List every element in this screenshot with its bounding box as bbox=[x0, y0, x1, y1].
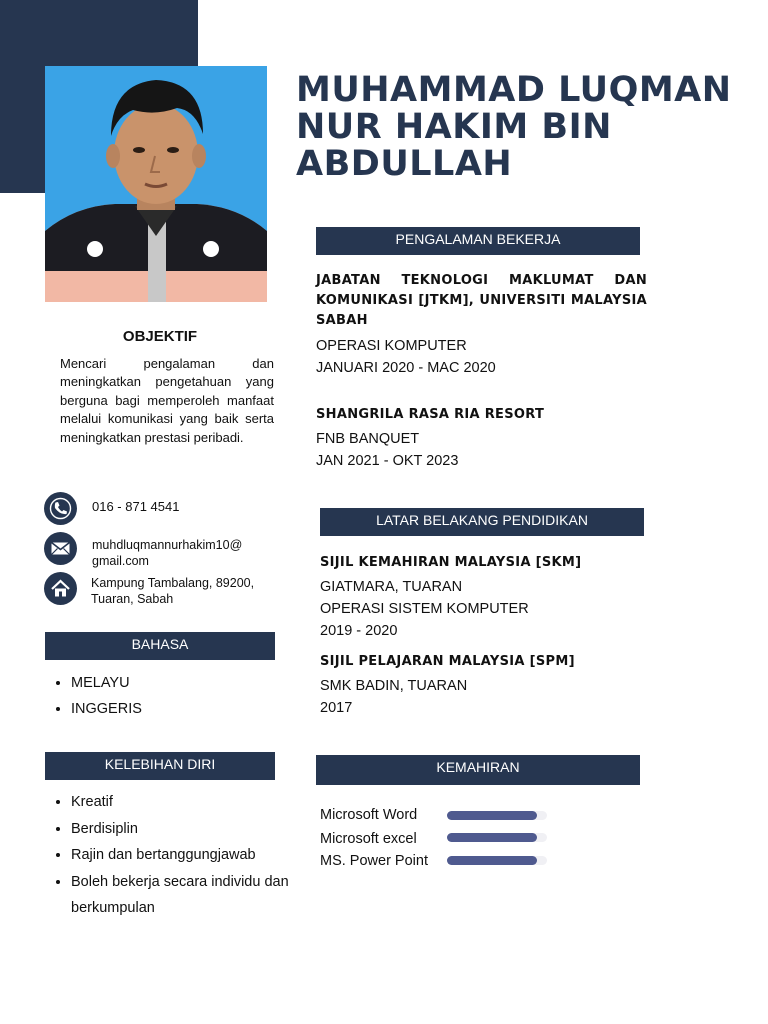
job-period: JANUARI 2020 - MAC 2020 bbox=[316, 360, 496, 376]
skill-name: MS. Power Point bbox=[320, 853, 428, 869]
education-line: GIATMARA, TUARAN bbox=[320, 579, 463, 595]
education-entry bbox=[320, 553, 650, 642]
job-entry bbox=[316, 271, 647, 379]
education-qualification: SIJIL PELAJARAN MALAYSIA [SPM] bbox=[320, 654, 575, 669]
email-line-1: muhdluqmannurhakim10@ bbox=[92, 538, 243, 552]
address-line-2: Tuaran, Sabah bbox=[91, 592, 174, 606]
education-line: 2019 - 2020 bbox=[320, 623, 398, 639]
home-icon bbox=[44, 572, 77, 605]
list-item: • Rajin dan bertanggungjawab bbox=[71, 842, 301, 869]
home-address bbox=[91, 575, 254, 607]
languages-list bbox=[45, 670, 301, 722]
skill-name: Microsoft Word bbox=[320, 807, 418, 823]
objective-text: Mencari pengalaman dan meningkatkan pengetahuan yang berguna bagi memperoleh manfaat melalui komunikasi yang baik serta meningkatkan prestasi peribadi. bbox=[60, 356, 274, 445]
job-role: OPERASI KOMPUTER bbox=[316, 338, 467, 354]
objective-title: OBJEKTIF bbox=[122, 328, 198, 345]
education-line: SMK BADIN, TUARAN bbox=[320, 678, 468, 694]
email-line-2: gmail.com bbox=[92, 554, 149, 568]
education-line: 2017 bbox=[320, 700, 353, 716]
experience-header: PENGALAMAN BEKERJA bbox=[316, 227, 640, 255]
education-line: OPERASI SISTEM KOMPUTER bbox=[320, 601, 529, 617]
skill-name: Microsoft excel bbox=[320, 831, 417, 847]
full-name: MUHAMMAD LUQMAN NUR HAKIM BIN ABDULLAH bbox=[296, 70, 732, 184]
phone-number: 016 - 871 4541 bbox=[92, 499, 180, 514]
education-qualification: SIJIL KEMAHIRAN MALAYSIA [SKM] bbox=[320, 555, 582, 570]
list-item: • Boleh bekerja secara individu dan berkumpulan bbox=[71, 869, 301, 922]
skill-bar-fill bbox=[447, 811, 537, 820]
job-organization: SHANGRILA RASA RIA RESORT bbox=[316, 407, 545, 422]
list-item: • Kreatif bbox=[71, 789, 301, 816]
list-item: • MELAYU bbox=[71, 670, 301, 696]
skill-bar-track bbox=[447, 811, 547, 820]
job-organization: JABATAN TEKNOLOGI MAKLUMAT DAN KOMUNIKASI [JTKM], UNIVERSITI MALAYSIA SABAH bbox=[316, 273, 647, 328]
phone-icon bbox=[44, 492, 77, 525]
list-item: • INGGERIS bbox=[71, 696, 301, 722]
skills-header: KEMAHIRAN bbox=[316, 755, 640, 785]
skill-bar-fill bbox=[447, 856, 537, 865]
strengths-list bbox=[45, 789, 301, 922]
education-header: LATAR BELAKANG PENDIDIKAN bbox=[320, 508, 644, 536]
job-entry bbox=[316, 405, 647, 472]
job-period: JAN 2021 - OKT 2023 bbox=[316, 453, 459, 469]
skill-bar-track bbox=[447, 856, 547, 865]
profile-photo bbox=[45, 66, 267, 302]
address-line-1: Kampung Tambalang, 89200, bbox=[91, 576, 255, 590]
strengths-header: KELEBIHAN DIRI bbox=[45, 752, 275, 780]
email-address bbox=[92, 537, 242, 569]
list-item: • Berdisiplin bbox=[71, 816, 301, 843]
skill-bar-track bbox=[447, 833, 547, 842]
mail-icon bbox=[44, 532, 77, 565]
languages-header: BAHASA bbox=[45, 632, 275, 660]
skill-bar-fill bbox=[447, 833, 537, 842]
job-role: FNB BANQUET bbox=[316, 431, 420, 447]
education-entry bbox=[320, 652, 650, 719]
